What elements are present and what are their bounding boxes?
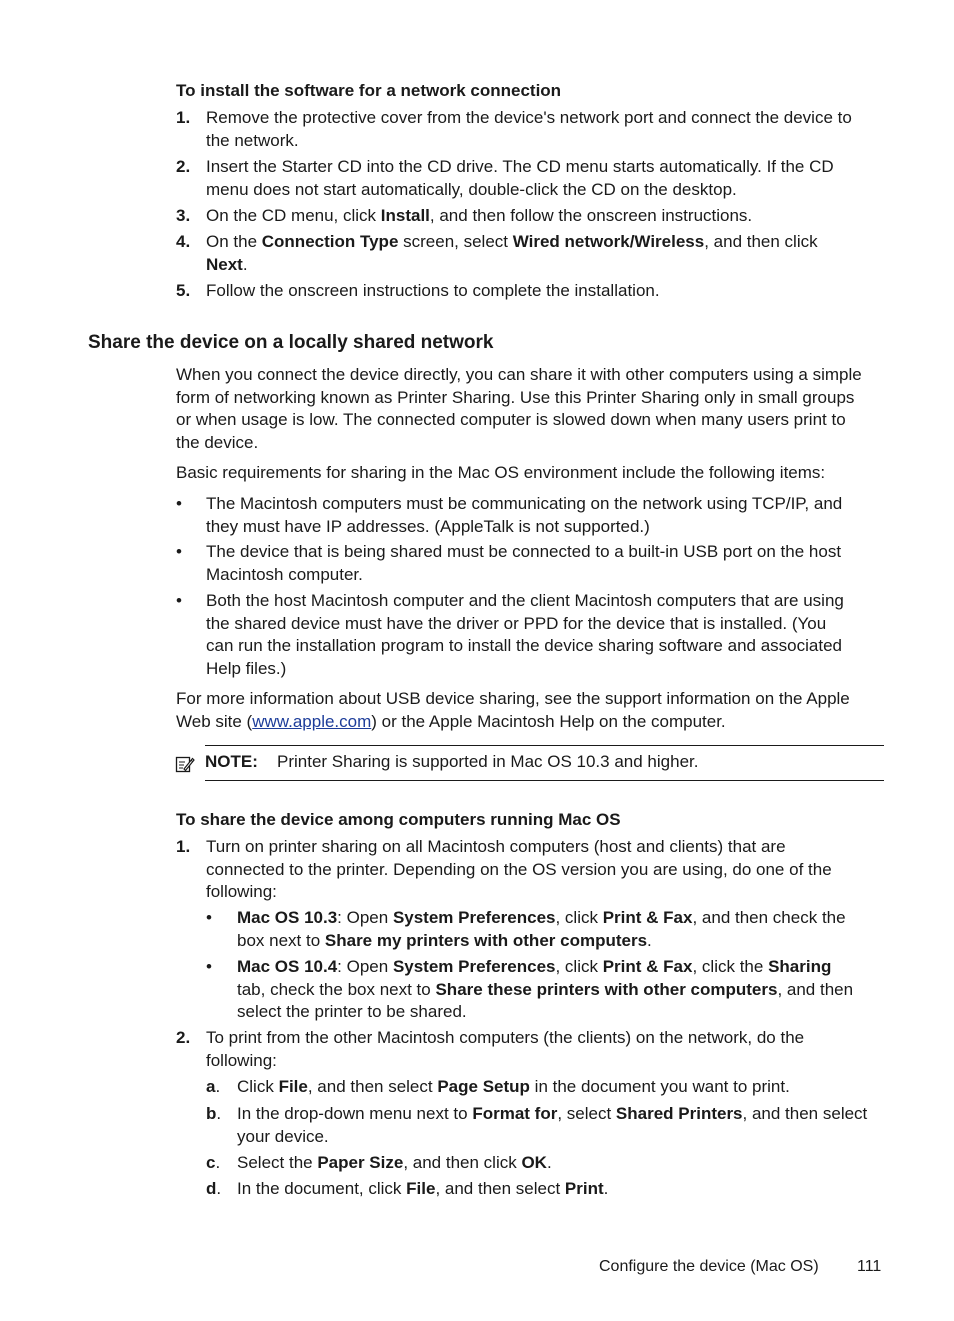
bullet-symbol: •	[206, 908, 212, 927]
bullet-symbol: •	[176, 591, 182, 610]
step-number: 3.	[176, 206, 191, 225]
bullet-text: The Macintosh computers must be communicating on the network using TCP/IP, and they must have IP addresses. (AppleTalk is not supported.)	[206, 494, 843, 536]
step-number: 4.	[176, 232, 191, 251]
step-text: Insert the Starter CD into the CD drive. The CD menu starts automatically. If the CD menu does not start automatically, double-click the CD on the desktop.	[206, 157, 834, 199]
note-label: NOTE:	[205, 752, 258, 771]
section-heading-shared-network: Share the device on a locally shared network	[88, 332, 494, 353]
paragraph-requirements: Basic requirements for sharing in the Mac OS environment include the following items:	[176, 463, 826, 482]
sub-step-letter: a.	[206, 1077, 221, 1096]
step-number: 1.	[176, 108, 191, 127]
step-number: 1.	[176, 837, 191, 856]
step-text: On the CD menu, click Install, and then follow the onscreen instructions.	[206, 206, 753, 225]
step-text: Follow the onscreen instructions to complete the installation.	[206, 281, 660, 300]
step-number: 2.	[176, 1028, 191, 1047]
step-text: To print from the other Macintosh computers (the clients) on the network, do the following:	[206, 1028, 805, 1070]
step-number: 2.	[176, 157, 191, 176]
paragraph-intro: When you connect the device directly, you can share it with other computers using a simple form of networking known as Printer Sharing. Use this Printer Sharing only in small groups or when usage is low. The connected computer is slowed down when many users print to the device.	[176, 365, 862, 452]
sub-step-letter: c.	[206, 1153, 221, 1172]
paragraph-more-info: For more information about USB device sharing, see the support information on the Apple Web site (www.apple.com) or the Apple Macintosh Help on the computer.	[176, 689, 850, 731]
sub-bullet-text-mac-10-4: Mac OS 10.4: Open System Preferences, click Print & Fax, click the Sharing tab, check the box next to Share these printers with other computers, and then select the printer to be shared.	[237, 957, 854, 1021]
bullet-symbol: •	[206, 957, 212, 976]
step-text: On the Connection Type screen, select Wired network/Wireless, and then click Next.	[206, 232, 818, 274]
step-text: Turn on printer sharing on all Macintosh computers (host and clients) that are connected to the printer. Depending on the OS version you are using, do one of the following:	[206, 837, 832, 901]
step-number: 5.	[176, 281, 191, 300]
note-text: Printer Sharing is supported in Mac OS 10.3 and higher.	[277, 752, 699, 771]
sub-step-letter: d.	[206, 1179, 222, 1198]
step-text: Remove the protective cover from the device's network port and connect the device to the network.	[206, 108, 852, 150]
sub-step-text: Select the Paper Size, and then click OK.	[237, 1153, 552, 1172]
procedure-heading-network-install: To install the software for a network connection	[176, 81, 562, 100]
note-bottom-rule	[205, 780, 884, 781]
sub-step-text: In the drop-down menu next to Format for, select Shared Printers, and then select your device.	[237, 1104, 868, 1146]
note-top-rule	[205, 745, 884, 746]
note-pencil-icon	[175, 754, 195, 774]
bullet-symbol: •	[176, 542, 182, 561]
bullet-text: Both the host Macintosh computer and the client Macintosh computers that are using the shared device must have the driver or PPD for the device that is installed. (You can run the installation program to install the device sharing software and associated Help files.)	[206, 591, 844, 678]
sub-step-letter: b.	[206, 1104, 222, 1123]
sub-step-text: In the document, click File, and then select Print.	[237, 1179, 609, 1198]
apple-website-link[interactable]: www.apple.com	[252, 711, 372, 731]
procedure-heading-share-mac: To share the device among computers running Mac OS	[176, 810, 621, 829]
sub-step-text: Click File, and then select Page Setup in the document you want to print.	[237, 1077, 790, 1096]
footer-chapter-title: Configure the device (Mac OS)	[599, 1258, 819, 1275]
page-number: 111	[857, 1258, 882, 1275]
sub-bullet-text-mac-10-3: Mac OS 10.3: Open System Preferences, click Print & Fax, and then check the box next to Share my printers with other computers.	[237, 908, 846, 950]
bullet-text: The device that is being shared must be connected to a built-in USB port on the host Macintosh computer.	[206, 542, 842, 584]
bullet-symbol: •	[176, 494, 182, 513]
